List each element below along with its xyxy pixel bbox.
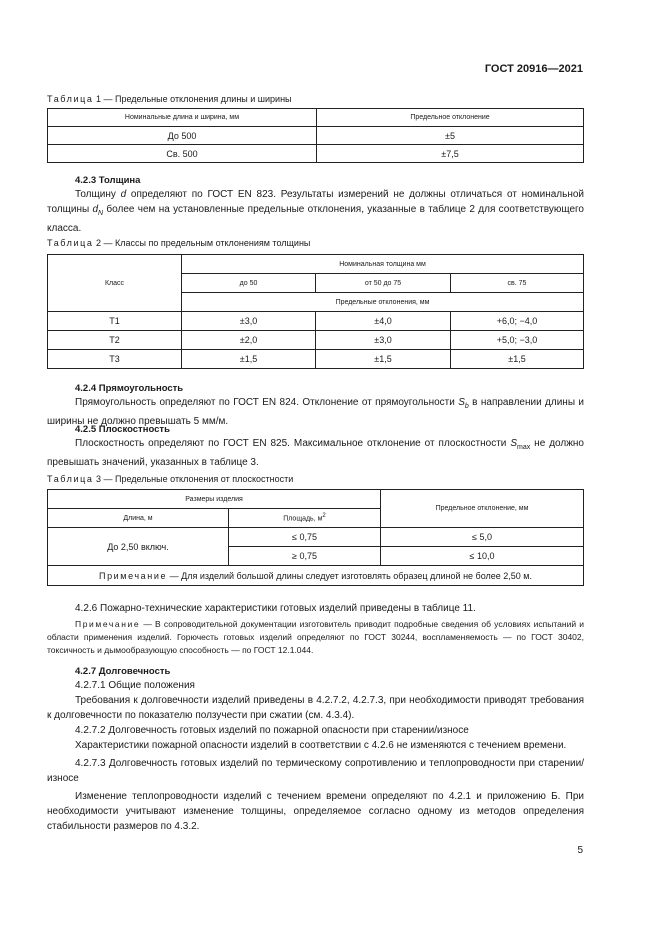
section-heading: 4.2.3 Толщина <box>75 175 141 186</box>
thickness-header: Номинальная толщина мм <box>182 255 584 274</box>
area-header: Площадь, $м^2$ <box>229 509 381 528</box>
table1 <box>47 108 584 163</box>
paragraph: Прямоугольность определяют по ГОСТ EN 824. Отклонение от прямоугольности $S_b$ в направлении длины и ширины не должно превышать 5 мм/м. <box>47 397 584 427</box>
table1-caption: Таблица 1 — Предельные отклонения длины и ширины <box>47 94 292 104</box>
table3-caption: Таблица 3 — Предельные отклонения от плоскостности <box>47 474 294 484</box>
table-row: До 500 ±5 <box>48 127 584 145</box>
section-heading: 4.2.5 Плоскостность <box>75 424 170 435</box>
table1-col2-header: Предельное отклонение <box>317 109 584 127</box>
paragraph: 4.2.6 Пожарно-технические характеристики готовых изделий приведены в таблице 11. <box>75 603 476 614</box>
length-value: До 2,50 включ. <box>48 528 229 566</box>
page-number: 5 <box>577 845 583 856</box>
paragraph: Требования к долговечности изделий приведены в 4.2.7.2, 4.2.7.3, при необходимости приводят требования к долговечности по показателю ползучести при сжатии (см. 4.3.4). <box>47 695 584 721</box>
paragraph: Характеристики пожарной опасности изделий в соответствии с 4.2.6 не изменяются с течением времени. <box>75 740 567 751</box>
paragraph: Плоскостность определяют по ГОСТ EN 825. Максимальное отклонение от плоскостности $S_{max}$ не должно превышать значений, указанных в таблице 3. <box>47 438 584 468</box>
deviations-header: Предельные отклонения, мм <box>182 293 584 312</box>
paragraph: 4.2.7.1 Общие положения <box>75 680 195 691</box>
class-header: Класс <box>48 255 182 312</box>
note: Примечание — В сопроводительной документации изготовитель приводит подробные сведения об условиях испытаний и области применения изделий. Горючесть готовых изделий определяют по ГОСТ 30244, воспламеняемость — по ГОСТ 30402, токсичность и дымообразующую способность — по ГОСТ 12.1.044. <box>47 619 584 655</box>
table2-caption: Таблица 2 — Классы по предельным отклонениям толщины <box>47 238 311 248</box>
paragraph: Изменение теплопроводности изделий с течением времени определяют по 4.2.1 и приложению Б. При необходимости учитывают изменение толщины, определяемое согласно одному из методов определения стабильности размеров по 4.3.2. <box>47 791 584 832</box>
table-row: Св. 500 ±7,5 <box>48 145 584 163</box>
paragraph: Толщину d определяют по ГОСТ EN 823. Результаты измерений не должны отличаться от номинальной толщины $d_N$ более чем на установленные предельные отклонения, указанные в таблице 2 для соответствующего класса. <box>47 189 584 234</box>
deviation-header: Предельное отклонение, мм <box>381 490 584 528</box>
size-header: Размеры изделия <box>48 490 381 509</box>
section-heading: 4.2.4 Прямоугольность <box>75 383 184 394</box>
paragraph: 4.2.7.3 Долговечность готовых изделий по термическому сопротивлению и теплопроводности при старении/износе <box>47 758 584 784</box>
table-row: ≥ 0,75 ≤ 10,0 <box>48 547 584 566</box>
paragraph: 4.2.7.2 Долговечность готовых изделий по пожарной опасности при старении/износе <box>75 725 469 736</box>
table-row: T2 ±2,0 ±3,0 +5,0; −3,0 <box>48 331 584 350</box>
table-row: T3 ±1,5 ±1,5 ±1,5 <box>48 350 584 369</box>
length-header: Длина, м <box>48 509 229 528</box>
table-row: T1 ±3,0 ±4,0 +6,0; −4,0 <box>48 312 584 331</box>
table1-col1-header: Номинальные длина и ширина, мм <box>48 109 317 127</box>
paragraphs <box>47 678 584 834</box>
table-row: До 2,50 включ. ≤ 0,75 ≤ 5,0 <box>48 528 584 547</box>
table3-note: Примечание — Для изделий большой длины следует изготовлять образец длиной не более 2,50 м. <box>48 566 584 586</box>
table2: Класс Номинальная толщина мм до 50 от 50 до 75 св. 75 Предельные отклонения, мм T1 ±3,0 ±4,0 +6,0; −4,0 T2 ±2,0 ±3,0 +5,0; −3,0 T3 ±1,5 ±1,5 ±1,5 <box>47 254 584 369</box>
document-id: ГОСТ 20916—2021 <box>484 63 583 75</box>
table3 <box>47 489 584 586</box>
section-heading: 4.2.7 Долговечность <box>75 666 171 677</box>
